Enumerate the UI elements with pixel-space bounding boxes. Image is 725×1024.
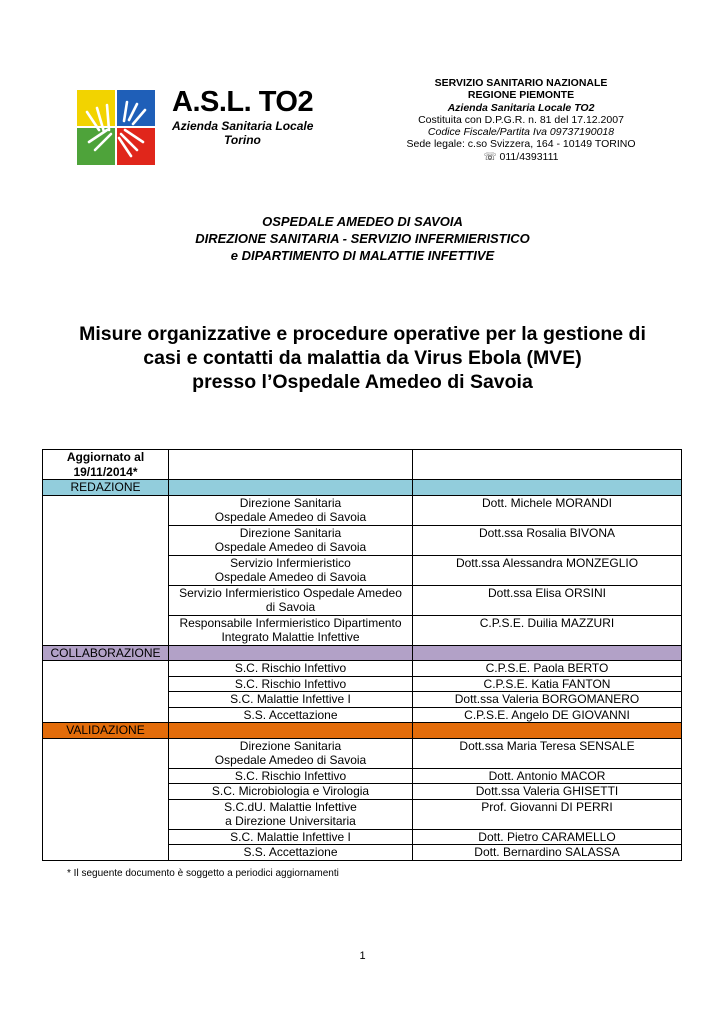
unit-line: Ospedale Amedeo di Savoia [214,570,367,584]
section-fill [413,480,682,496]
section-fill [169,723,413,739]
person-cell: Dott.ssa Elisa ORSINI [413,585,682,615]
unit-line: di Savoia [265,600,316,614]
empty-header-cell [413,450,682,480]
unit-line: Ospedale Amedeo di Savoia [214,540,367,554]
group-cell [43,738,169,860]
updated-cell [43,450,169,480]
section-label-redazione: REDAZIONE [43,480,169,496]
table-row [43,661,682,677]
unit-cell: S.C. Malattie Infettive I [169,829,413,845]
section-fill [413,645,682,661]
asl-logo [77,90,155,165]
updated-date: 19/11/2014* [73,464,138,479]
document-title [0,322,725,394]
brand-city: Torino [224,133,261,147]
document-title-line2: casi e contatti da malattia da Virus Ebola (MVE) [143,347,582,369]
person-cell: Dott.ssa Alessandra MONZEGLIO [413,555,682,585]
section-fill [169,480,413,496]
section-row-redazione [43,480,682,496]
section-label-validazione: VALIDAZIONE [43,723,169,739]
section-row-validazione [43,723,682,739]
unit-cell: S.S. Accettazione [169,707,413,723]
unit-cell: S.C. Rischio Infettivo [169,661,413,677]
org-line-phone [385,151,657,163]
unit-cell [169,555,413,585]
person-cell: Prof. Giovanni DI PERRI [413,799,682,829]
section-row-collaborazione [43,645,682,661]
table-row [43,738,682,768]
person-cell: Dott. Pietro CARAMELLO [413,829,682,845]
unit-line: Servizio Infermieristico Ospedale Amedeo [179,585,402,600]
department-heading [0,213,725,264]
document-title-line3: presso l’Ospedale Amedeo di Savoia [192,371,533,393]
person-cell: Dott. Bernardino SALASSA [413,845,682,861]
empty-header-cell [169,450,413,480]
unit-cell: S.C. Rischio Infettivo [169,768,413,784]
footnote: * Il seguente documento è soggetto a periodici aggiornamenti [67,868,339,879]
group-cell [43,661,169,723]
unit-line: Servizio Infermieristico [230,555,351,570]
unit-cell: S.C. Malattie Infettive I [169,692,413,708]
unit-cell [169,615,413,645]
updated-label: Aggiornato al [66,450,145,464]
org-line-address: Sede legale: c.so Svizzera, 164 - 10149 TORINO [406,138,636,151]
unit-line: Ospedale Amedeo di Savoia [214,510,367,524]
person-cell: Dott. Antonio MACOR [413,768,682,784]
person-cell: Dott.ssa Valeria GHISETTI [413,784,682,800]
person-cell: C.P.S.E. Katia FANTON [413,676,682,692]
person-cell: Dott.ssa Maria Teresa SENSALE [413,738,682,768]
person-cell: Dott.ssa Rosalia BIVONA [413,525,682,555]
phone-icon: ☏ [483,150,497,163]
unit-cell: S.C. Rischio Infettivo [169,676,413,692]
unit-line: Responsabile Infermieristico Dipartimento [179,615,402,630]
phone-number: 011/4393111 [499,150,559,163]
approval-table [42,449,682,861]
unit-line: Direzione Sanitaria [239,525,342,540]
unit-line: Direzione Sanitaria [239,495,342,510]
document-title-line1: Misure organizzative e procedure operative per la gestione di [79,323,646,345]
person-cell: Dott.ssa Valeria BORGOMANERO [413,692,682,708]
person-cell: C.P.S.E. Paola BERTO [413,661,682,677]
table-header-row [43,450,682,480]
unit-cell [169,738,413,768]
section-fill [413,723,682,739]
table-row [43,495,682,525]
group-cell [43,495,169,645]
section-fill [169,645,413,661]
unit-cell [169,799,413,829]
org-line-region: REGIONE PIEMONTE [467,89,575,102]
department-line-infectious: e DIPARTIMENTO DI MALATTIE INFETTIVE [230,248,495,263]
organization-header [385,77,657,163]
department-line-direction: DIREZIONE SANITARIA - SERVIZIO INFERMIERISTICO [195,231,530,246]
unit-line: Ospedale Amedeo di Savoia [214,753,367,767]
department-line-hospital: OSPEDALE AMEDEO DI SAVOIA [262,214,463,229]
person-cell: Dott. Michele MORANDI [413,495,682,525]
unit-line: a Direzione Universitaria [225,814,356,828]
page-number: 1 [359,950,366,962]
person-cell: C.P.S.E. Duilia MAZZURI [413,615,682,645]
unit-cell: S.S. Accettazione [169,845,413,861]
brand-title: A.S.L. TO2 [172,86,314,118]
unit-cell [169,495,413,525]
org-line-asl: Azienda Sanitaria Locale TO2 [447,101,595,114]
brand-subtitle: Azienda Sanitaria Locale [172,119,314,133]
unit-line: Direzione Sanitaria [239,738,342,753]
unit-cell [169,525,413,555]
unit-cell [169,585,413,615]
org-line-established: Costituita con D.P.G.R. n. 81 del 17.12.2007 [418,113,624,126]
unit-line: Integrato Malattie Infettive [221,630,360,644]
unit-line: S.C.dU. Malattie Infettive [224,799,357,814]
person-cell: C.P.S.E. Angelo DE GIOVANNI [413,707,682,723]
unit-cell: S.C. Microbiologia e Virologia [169,784,413,800]
org-line-ssn: SERVIZIO SANITARIO NAZIONALE [434,77,608,89]
section-label-collaborazione: COLLABORAZIONE [43,645,169,661]
org-line-tax-code: Codice Fiscale/Partita Iva 09737190018 [427,126,615,139]
